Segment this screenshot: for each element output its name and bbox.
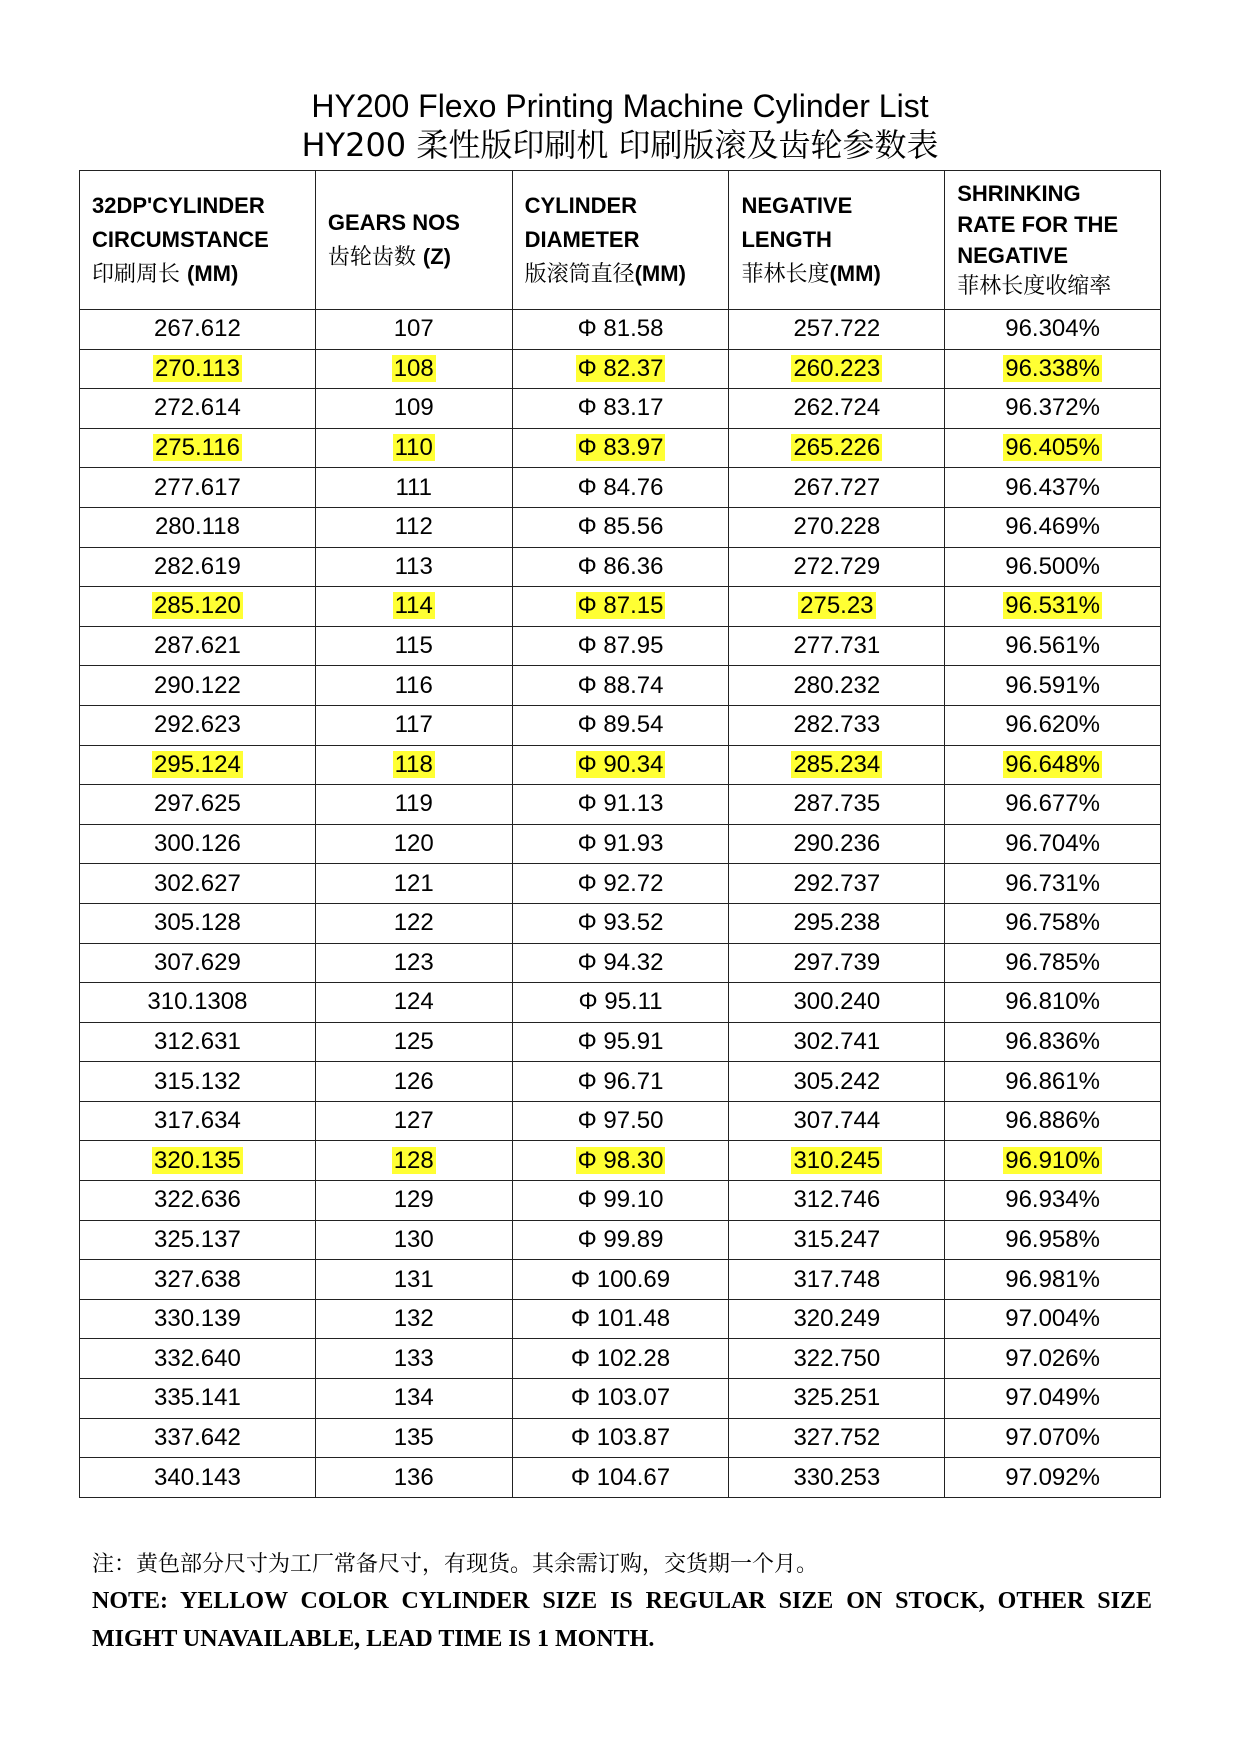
cell-gears: 132 — [315, 1299, 512, 1339]
cell-shrinking-rate: 96.836% — [945, 1022, 1161, 1062]
cell-shrinking-rate: 96.500% — [945, 547, 1161, 587]
cell-gears: 125 — [315, 1022, 512, 1062]
cell-shrinking-rate: 96.405% — [945, 428, 1161, 468]
cell-negative-length: 300.240 — [729, 983, 945, 1023]
cell-negative-length: 287.735 — [729, 785, 945, 825]
cell-negative-length: 320.249 — [729, 1299, 945, 1339]
table-row — [80, 389, 1161, 429]
cell-diameter: Φ 103.87 — [512, 1418, 729, 1458]
cell-shrinking-rate: 96.648% — [945, 745, 1161, 785]
cell-diameter: Φ 83.97 — [512, 428, 729, 468]
table-row — [80, 1220, 1161, 1260]
cell-gears: 131 — [315, 1260, 512, 1300]
cell-shrinking-rate: 96.437% — [945, 468, 1161, 508]
cell-gears: 136 — [315, 1458, 512, 1498]
cell-gears: 123 — [315, 943, 512, 983]
cell-diameter: Φ 101.48 — [512, 1299, 729, 1339]
cell-diameter: Φ 98.30 — [512, 1141, 729, 1181]
cell-negative-length: 295.238 — [729, 903, 945, 943]
table-row — [80, 943, 1161, 983]
cell-gears: 115 — [315, 626, 512, 666]
cell-shrinking-rate: 96.531% — [945, 587, 1161, 627]
cell-diameter: Φ 91.93 — [512, 824, 729, 864]
cell-gears: 129 — [315, 1181, 512, 1221]
table-row — [80, 507, 1161, 547]
cell-shrinking-rate: 96.785% — [945, 943, 1161, 983]
table-row — [80, 785, 1161, 825]
cell-shrinking-rate: 96.958% — [945, 1220, 1161, 1260]
cell-gears: 119 — [315, 785, 512, 825]
cell-shrinking-rate: 96.561% — [945, 626, 1161, 666]
cell-shrinking-rate: 96.620% — [945, 705, 1161, 745]
table-row — [80, 983, 1161, 1023]
title-block — [0, 86, 1240, 164]
cell-circumference: 277.617 — [80, 468, 316, 508]
cell-shrinking-rate: 97.092% — [945, 1458, 1161, 1498]
table-row — [80, 1418, 1161, 1458]
cell-diameter: Φ 87.15 — [512, 587, 729, 627]
cell-shrinking-rate: 97.070% — [945, 1418, 1161, 1458]
cell-circumference: 327.638 — [80, 1260, 316, 1300]
cell-gears: 121 — [315, 864, 512, 904]
cell-negative-length: 330.253 — [729, 1458, 945, 1498]
note-block — [92, 1548, 1152, 1658]
table-row — [80, 547, 1161, 587]
cell-diameter: Φ 99.89 — [512, 1220, 729, 1260]
cell-gears: 126 — [315, 1062, 512, 1102]
cell-negative-length: 282.733 — [729, 705, 945, 745]
table-header-row — [80, 171, 1161, 310]
table-row — [80, 1101, 1161, 1141]
cell-shrinking-rate: 96.934% — [945, 1181, 1161, 1221]
page-title: HY200 Flexo Printing Machine Cylinder List — [311, 88, 929, 124]
cell-diameter: Φ 102.28 — [512, 1339, 729, 1379]
table-row — [80, 903, 1161, 943]
cell-shrinking-rate: 96.677% — [945, 785, 1161, 825]
cell-gears: 122 — [315, 903, 512, 943]
cell-shrinking-rate: 97.026% — [945, 1339, 1161, 1379]
cell-shrinking-rate: 96.338% — [945, 349, 1161, 389]
cell-gears: 128 — [315, 1141, 512, 1181]
cell-diameter: Φ 99.10 — [512, 1181, 729, 1221]
table-row — [80, 666, 1161, 706]
cell-negative-length: 270.228 — [729, 507, 945, 547]
table-row — [80, 705, 1161, 745]
cell-negative-length: 325.251 — [729, 1379, 945, 1419]
table-row — [80, 745, 1161, 785]
table-row — [80, 310, 1161, 350]
cell-diameter: Φ 100.69 — [512, 1260, 729, 1300]
cell-negative-length: 297.739 — [729, 943, 945, 983]
page-title-cn: HY200 柔性版印刷机 印刷版滚及齿轮参数表 — [301, 126, 939, 164]
cell-shrinking-rate: 96.810% — [945, 983, 1161, 1023]
cell-negative-length: 327.752 — [729, 1418, 945, 1458]
header-gears: GEARS NOS 齿轮齿数 (Z) — [315, 171, 512, 310]
cell-gears: 135 — [315, 1418, 512, 1458]
cell-gears: 124 — [315, 983, 512, 1023]
cell-circumference: 310.1308 — [80, 983, 316, 1023]
table-row — [80, 864, 1161, 904]
cell-negative-length: 280.232 — [729, 666, 945, 706]
cell-negative-length: 315.247 — [729, 1220, 945, 1260]
cell-shrinking-rate: 96.304% — [945, 310, 1161, 350]
cell-circumference: 305.128 — [80, 903, 316, 943]
cell-diameter: Φ 91.13 — [512, 785, 729, 825]
table-row — [80, 1299, 1161, 1339]
cell-circumference: 300.126 — [80, 824, 316, 864]
table-row — [80, 1022, 1161, 1062]
cell-negative-length: 262.724 — [729, 389, 945, 429]
cell-shrinking-rate: 96.731% — [945, 864, 1161, 904]
table-row — [80, 824, 1161, 864]
cell-shrinking-rate: 96.910% — [945, 1141, 1161, 1181]
cylinder-table — [79, 170, 1161, 1498]
cell-circumference: 325.137 — [80, 1220, 316, 1260]
cell-negative-length: 290.236 — [729, 824, 945, 864]
note-en: NOTE: YELLOW COLOR CYLINDER SIZE IS REGULAR SIZE ON STOCK, OTHER SIZE MIGHT UNAVAILABLE, LEAD TIME IS 1 MONTH. — [92, 1588, 1152, 1652]
cell-shrinking-rate: 96.372% — [945, 389, 1161, 429]
cell-gears: 107 — [315, 310, 512, 350]
table-body — [80, 310, 1161, 1498]
cell-diameter: Φ 95.11 — [512, 983, 729, 1023]
table-row — [80, 1141, 1161, 1181]
cell-circumference: 295.124 — [80, 745, 316, 785]
cell-shrinking-rate: 97.049% — [945, 1379, 1161, 1419]
cell-diameter: Φ 93.52 — [512, 903, 729, 943]
table-row — [80, 349, 1161, 389]
table-row — [80, 468, 1161, 508]
cell-gears: 113 — [315, 547, 512, 587]
cell-shrinking-rate: 96.981% — [945, 1260, 1161, 1300]
cell-shrinking-rate: 97.004% — [945, 1299, 1161, 1339]
cell-negative-length: 317.748 — [729, 1260, 945, 1300]
cell-diameter: Φ 96.71 — [512, 1062, 729, 1102]
cell-circumference: 282.619 — [80, 547, 316, 587]
cell-diameter: Φ 89.54 — [512, 705, 729, 745]
cell-gears: 109 — [315, 389, 512, 429]
cell-gears: 134 — [315, 1379, 512, 1419]
cell-gears: 118 — [315, 745, 512, 785]
cell-shrinking-rate: 96.886% — [945, 1101, 1161, 1141]
cell-diameter: Φ 82.37 — [512, 349, 729, 389]
cell-diameter: Φ 85.56 — [512, 507, 729, 547]
header-shrinking-rate: SHRINKING RATE FOR THE NEGATIVE 菲林长度收缩率 — [945, 171, 1161, 310]
cell-circumference: 312.631 — [80, 1022, 316, 1062]
cell-gears: 108 — [315, 349, 512, 389]
header-negative-length: NEGATIVE LENGTH 菲林长度(MM) — [729, 171, 945, 310]
cell-circumference: 322.636 — [80, 1181, 316, 1221]
cell-circumference: 335.141 — [80, 1379, 316, 1419]
cell-negative-length: 275.23 — [729, 587, 945, 627]
cell-circumference: 270.113 — [80, 349, 316, 389]
cell-gears: 111 — [315, 468, 512, 508]
table-row — [80, 587, 1161, 627]
cell-circumference: 315.132 — [80, 1062, 316, 1102]
cell-negative-length: 277.731 — [729, 626, 945, 666]
note-cn: 注：黄色部分尺寸为工厂常备尺寸，有现货。其余需订购，交货期一个月。 — [92, 1552, 819, 1577]
cell-negative-length: 265.226 — [729, 428, 945, 468]
cell-circumference: 275.116 — [80, 428, 316, 468]
cell-negative-length: 260.223 — [729, 349, 945, 389]
cell-diameter: Φ 95.91 — [512, 1022, 729, 1062]
cell-diameter: Φ 88.74 — [512, 666, 729, 706]
header-circumference: 32DP'CYLINDER CIRCUMSTANCE 印刷周长 (MM) — [80, 171, 316, 310]
table-row — [80, 1062, 1161, 1102]
cell-gears: 120 — [315, 824, 512, 864]
cell-circumference: 267.612 — [80, 310, 316, 350]
cell-diameter: Φ 104.67 — [512, 1458, 729, 1498]
cell-negative-length: 312.746 — [729, 1181, 945, 1221]
cell-diameter: Φ 97.50 — [512, 1101, 729, 1141]
cell-diameter: Φ 87.95 — [512, 626, 729, 666]
cell-circumference: 287.621 — [80, 626, 316, 666]
cell-negative-length: 307.744 — [729, 1101, 945, 1141]
cell-shrinking-rate: 96.861% — [945, 1062, 1161, 1102]
cell-gears: 130 — [315, 1220, 512, 1260]
cell-negative-length: 310.245 — [729, 1141, 945, 1181]
cell-circumference: 307.629 — [80, 943, 316, 983]
table-row — [80, 1379, 1161, 1419]
cell-negative-length: 267.727 — [729, 468, 945, 508]
cell-negative-length: 322.750 — [729, 1339, 945, 1379]
cell-shrinking-rate: 96.591% — [945, 666, 1161, 706]
table-row — [80, 1458, 1161, 1498]
cell-circumference: 340.143 — [80, 1458, 316, 1498]
cell-gears: 133 — [315, 1339, 512, 1379]
header-diameter: CYLINDER DIAMETER 版滚筒直径(MM) — [512, 171, 729, 310]
cell-diameter: Φ 84.76 — [512, 468, 729, 508]
cell-circumference: 280.118 — [80, 507, 316, 547]
cell-diameter: Φ 90.34 — [512, 745, 729, 785]
cell-diameter: Φ 83.17 — [512, 389, 729, 429]
cell-diameter: Φ 81.58 — [512, 310, 729, 350]
cell-circumference: 297.625 — [80, 785, 316, 825]
cell-negative-length: 305.242 — [729, 1062, 945, 1102]
cell-circumference: 302.627 — [80, 864, 316, 904]
cell-diameter: Φ 92.72 — [512, 864, 729, 904]
cell-circumference: 332.640 — [80, 1339, 316, 1379]
cell-negative-length: 292.737 — [729, 864, 945, 904]
table-row — [80, 428, 1161, 468]
table-row — [80, 1339, 1161, 1379]
cell-shrinking-rate: 96.469% — [945, 507, 1161, 547]
cell-negative-length: 302.741 — [729, 1022, 945, 1062]
cell-gears: 116 — [315, 666, 512, 706]
cell-circumference: 290.122 — [80, 666, 316, 706]
cell-gears: 112 — [315, 507, 512, 547]
cell-shrinking-rate: 96.758% — [945, 903, 1161, 943]
cell-circumference: 272.614 — [80, 389, 316, 429]
cell-gears: 114 — [315, 587, 512, 627]
cell-circumference: 285.120 — [80, 587, 316, 627]
cell-gears: 117 — [315, 705, 512, 745]
cell-diameter: Φ 94.32 — [512, 943, 729, 983]
cell-shrinking-rate: 96.704% — [945, 824, 1161, 864]
cell-circumference: 330.139 — [80, 1299, 316, 1339]
cell-diameter: Φ 103.07 — [512, 1379, 729, 1419]
cell-circumference: 292.623 — [80, 705, 316, 745]
cell-diameter: Φ 86.36 — [512, 547, 729, 587]
table-row — [80, 626, 1161, 666]
table-row — [80, 1260, 1161, 1300]
cell-gears: 110 — [315, 428, 512, 468]
cell-negative-length: 257.722 — [729, 310, 945, 350]
cell-circumference: 317.634 — [80, 1101, 316, 1141]
cell-negative-length: 272.729 — [729, 547, 945, 587]
cell-negative-length: 285.234 — [729, 745, 945, 785]
cell-circumference: 337.642 — [80, 1418, 316, 1458]
cell-circumference: 320.135 — [80, 1141, 316, 1181]
cell-gears: 127 — [315, 1101, 512, 1141]
table-row — [80, 1181, 1161, 1221]
